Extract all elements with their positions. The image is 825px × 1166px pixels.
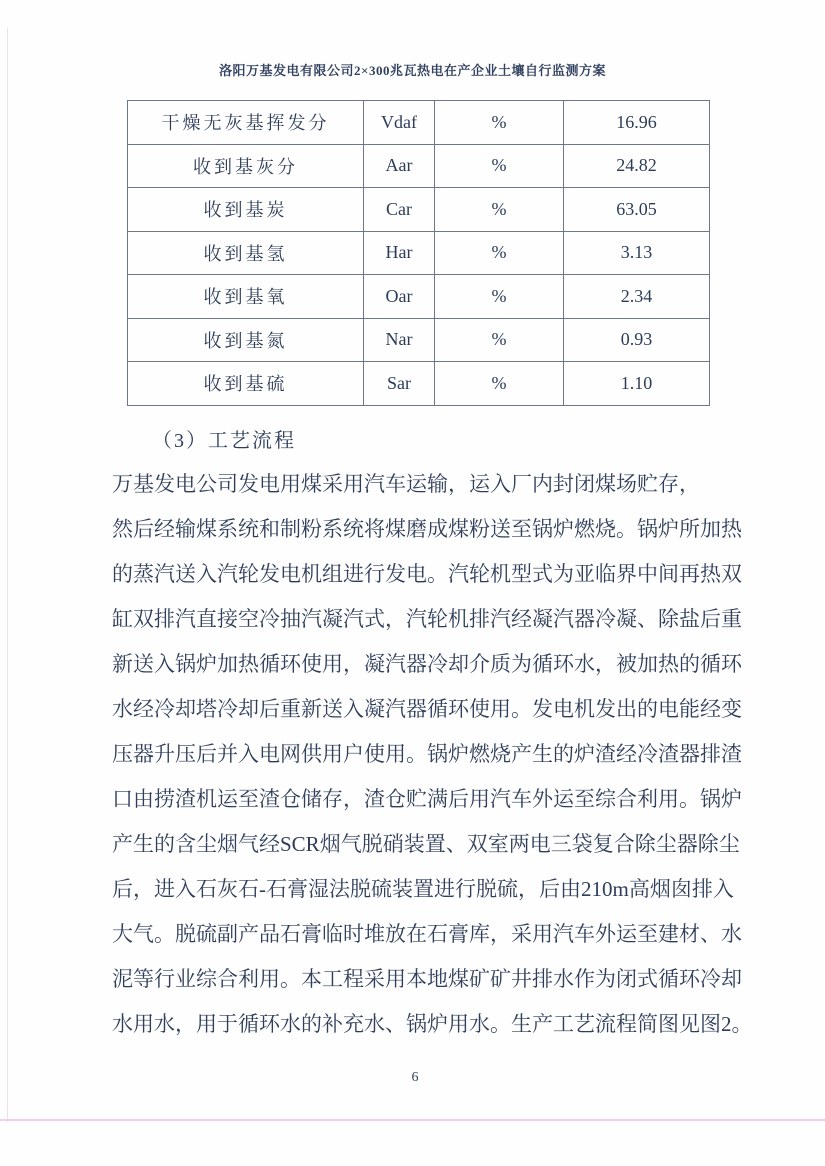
footer-divider-line xyxy=(0,1119,825,1121)
table-row xyxy=(128,275,710,319)
paragraph-line: 水用水，用于循环水的补充水、锅炉用水。生产工艺流程简图见图2。 xyxy=(112,1012,753,1036)
paragraph-line: 大气。脱硫副产品石膏临时堆放在石膏库，采用汽车外运至建材、水 xyxy=(112,922,742,946)
paragraph-line: 后，进入石灰石-石膏湿法脱硫装置进行脱硫，后由210m高烟囱排入 xyxy=(112,877,734,901)
page-number: 6 xyxy=(411,1070,419,1085)
parameter-symbol-cell: Oar xyxy=(364,275,435,319)
table-row xyxy=(128,362,710,406)
parameter-name-cell: 收到基硫 xyxy=(128,362,364,406)
paragraph-line: 万基发电公司发电用煤采用汽车运输，运入厂内封闭煤场贮存， xyxy=(112,472,700,496)
paragraph-line: 然后经输煤系统和制粉系统将煤磨成煤粉送至锅炉燃烧。锅炉所加热 xyxy=(112,517,742,541)
table-row xyxy=(128,144,710,188)
paragraph-line: 水经冷却塔冷却后重新送入凝汽器循环使用。发电机发出的电能经变 xyxy=(112,697,742,721)
table-row xyxy=(128,318,710,362)
parameter-unit-cell: % xyxy=(435,144,564,188)
table-row xyxy=(128,101,710,145)
parameter-name-cell: 收到基灰分 xyxy=(128,144,364,188)
parameter-unit-cell: % xyxy=(435,362,564,406)
document-header-title: 洛阳万基发电有限公司2×300兆瓦热电在产企业土壤自行监测方案 xyxy=(219,63,606,78)
process-flow-paragraph xyxy=(112,462,753,1047)
paragraph-line: 新送入锅炉加热循环使用，凝汽器冷却介质为循环水，被加热的循环 xyxy=(112,652,742,676)
coal-table-body xyxy=(128,101,710,406)
parameter-symbol-cell: Car xyxy=(364,188,435,232)
parameter-symbol-cell: Nar xyxy=(364,318,435,362)
parameter-value-cell: 16.96 xyxy=(564,101,710,145)
parameter-unit-cell: % xyxy=(435,318,564,362)
paragraph-line: 口由捞渣机运至渣仓储存，渣仓贮满后用汽车外运至综合利用。锅炉 xyxy=(112,787,742,811)
table-row xyxy=(128,231,710,275)
parameter-value-cell: 3.13 xyxy=(564,231,710,275)
paragraph-line: 的蒸汽送入汽轮发电机组进行发电。汽轮机型式为亚临界中间再热双 xyxy=(112,562,742,586)
coal-quality-table xyxy=(127,100,710,406)
parameter-value-cell: 2.34 xyxy=(564,275,710,319)
parameter-symbol-cell: Vdaf xyxy=(364,101,435,145)
paragraph-line: 压器升压后并入电网供用户使用。锅炉燃烧产生的炉渣经冷渣器排渣 xyxy=(112,742,742,766)
parameter-unit-cell: % xyxy=(435,275,564,319)
section-heading: （3）工艺流程 xyxy=(152,430,296,452)
parameter-unit-cell: % xyxy=(435,231,564,275)
parameter-unit-cell: % xyxy=(435,101,564,145)
parameter-symbol-cell: Aar xyxy=(364,144,435,188)
parameter-value-cell: 24.82 xyxy=(564,144,710,188)
page-edge-line xyxy=(7,28,8,1122)
paragraph-line: 缸双排汽直接空冷抽汽凝汽式，汽轮机排汽经凝汽器冷凝、除盐后重 xyxy=(112,607,742,631)
parameter-value-cell: 0.93 xyxy=(564,318,710,362)
paragraph-line: 产生的含尘烟气经SCR烟气脱硝装置、双室两电三袋复合除尘器除尘 xyxy=(112,832,740,856)
paragraph-line: 泥等行业综合利用。本工程采用本地煤矿矿井排水作为闭式循环冷却 xyxy=(112,967,742,991)
parameter-value-cell: 63.05 xyxy=(564,188,710,232)
parameter-name-cell: 收到基氧 xyxy=(128,275,364,319)
parameter-symbol-cell: Sar xyxy=(364,362,435,406)
table-row xyxy=(128,188,710,232)
parameter-name-cell: 干燥无灰基挥发分 xyxy=(128,101,364,145)
parameter-unit-cell: % xyxy=(435,188,564,232)
parameter-value-cell: 1.10 xyxy=(564,362,710,406)
parameter-name-cell: 收到基炭 xyxy=(128,188,364,232)
parameter-name-cell: 收到基氢 xyxy=(128,231,364,275)
parameter-symbol-cell: Har xyxy=(364,231,435,275)
parameter-name-cell: 收到基氮 xyxy=(128,318,364,362)
